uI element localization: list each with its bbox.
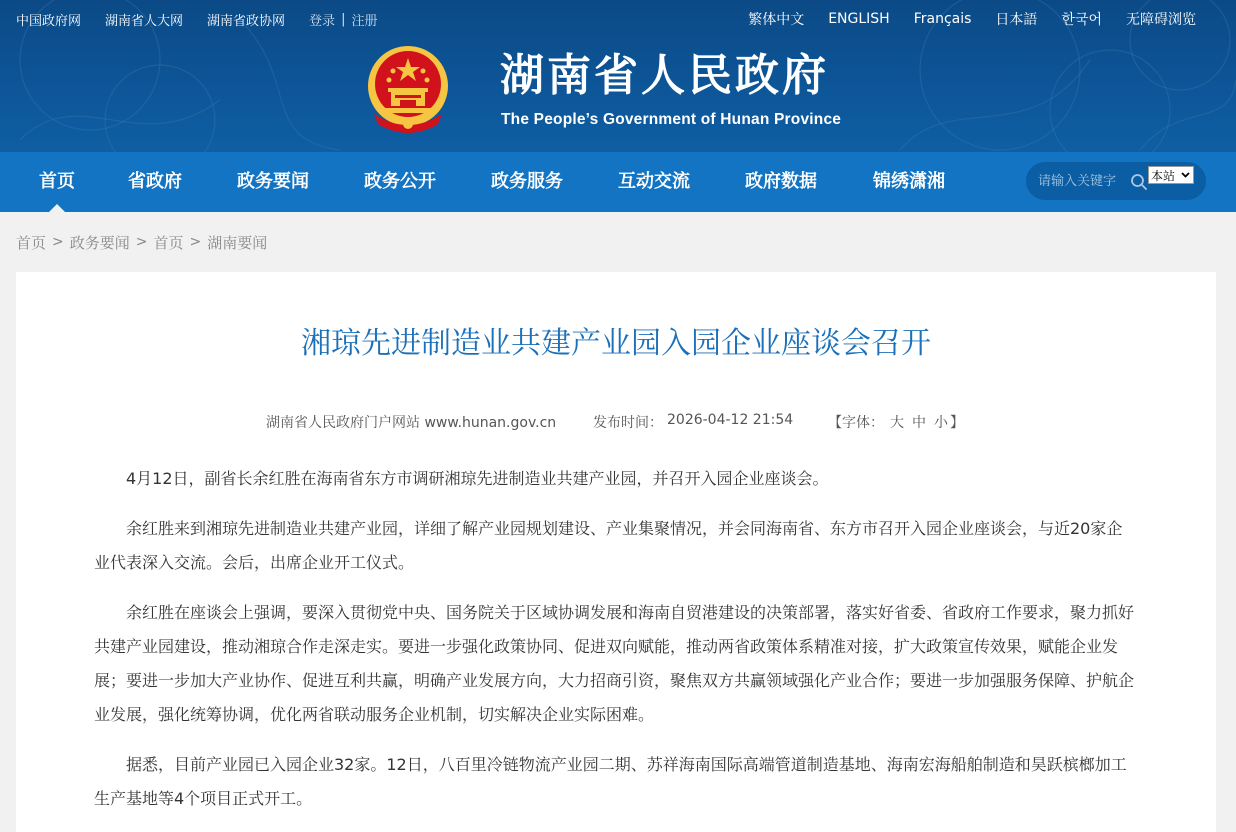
header-banner [0,0,1236,152]
breadcrumb-home[interactable]: 首页 [16,233,47,252]
nav-government-openness[interactable]: 政务公开 [364,171,436,192]
register-link[interactable]: 注册 [351,13,378,29]
nav-government-services[interactable]: 政务服务 [491,171,563,192]
top-links [16,10,377,28]
article-paragraph: 4月12日，副省长余红胜在海南省东方市调研湘琼先进制造业共建产业园，并召开入园企业座谈会。 [126,469,829,488]
lang-japanese[interactable]: 日本語 [995,12,1038,28]
search-scope-value: 本站 [1151,169,1176,183]
lang-korean[interactable]: 한국어 [1061,12,1102,28]
search-box [1026,162,1206,200]
breadcrumb-hunan-news[interactable]: 湖南要闻 [207,233,268,252]
breadcrumb-separator: > [135,234,148,250]
auth-separator: | [341,11,346,27]
search-scope-select[interactable] [1148,166,1194,184]
article-paragraph: 据悉，目前产业园已入园企业32家。12日，八百里冷链物流产业园二期、苏祥海南国际高端管道制造基地、海南宏海船舶制造和昊跃槟榔加工生产基地等4个项目正式开工。 [94,755,1127,808]
article-body [94,462,1138,832]
nav-government-data[interactable]: 政府数据 [745,171,817,192]
site-title[interactable]: 湖南省人民政府 [500,50,829,101]
font-size-label: 【字体： [828,415,884,431]
nav-provincial-government[interactable]: 省政府 [128,171,182,192]
login-link[interactable]: 登录 [309,13,336,29]
font-size-label-close: 】 [950,415,964,431]
breadcrumb [16,232,267,252]
nav-interaction[interactable]: 互动交流 [618,171,690,192]
article-title: 湘琼先进制造业共建产业园入园企业座谈会召开 [301,326,931,361]
search-icon[interactable] [1130,173,1148,191]
language-links [724,10,1196,28]
publish-time: 2026-04-12 21:54 [667,412,794,428]
accessibility-link[interactable]: 无障碍浏览 [1126,12,1196,28]
link-hunan-cppcc[interactable]: 湖南省政协网 [207,13,286,29]
article-source: 湖南省人民政府门户网站 www.hunan.gov.cn [266,415,557,431]
article-paragraph: 余红胜来到湘琼先进制造业共建产业园，详细了解产业园规划建设、产业集聚情况，并会同海南省、东方市召开入园企业座谈会，与近20家企业代表深入交流。会后，出席企业开工仪式。 [94,519,1123,572]
lang-traditional-chinese[interactable]: 繁体中文 [748,12,805,28]
national-emblem-icon[interactable] [366,44,450,136]
font-size-large[interactable]: 大 [890,415,904,431]
nav-home[interactable]: 首页 [39,152,75,212]
breadcrumb-separator: > [189,234,202,250]
search-input[interactable] [1038,171,1136,191]
article-meta [16,412,1216,432]
nav-government-news[interactable]: 政务要闻 [237,171,309,192]
site-subtitle: The People’s Government of Hunan Province [501,111,842,128]
breadcrumb-separator: > [52,234,64,250]
breadcrumb-government-news[interactable]: 政务要闻 [69,233,130,252]
nav-jinxiu-xiaoxiang[interactable]: 锦绣潇湘 [873,171,945,192]
link-hunan-npc[interactable]: 湖南省人大网 [105,13,184,29]
link-china-gov[interactable]: 中国政府网 [16,13,82,29]
chevron-down-icon [1181,170,1190,179]
font-size-medium[interactable]: 中 [912,415,926,431]
article-panel [16,272,1216,832]
lang-english[interactable]: ENGLISH [828,11,890,27]
lang-french[interactable]: Français [913,11,972,27]
font-size-small[interactable]: 小 [934,415,948,431]
breadcrumb-home-2[interactable]: 首页 [153,233,184,252]
publish-label: 发布时间： [593,415,663,431]
article-paragraph: 余红胜在座谈会上强调，要深入贯彻党中央、国务院关于区域协调发展和海南自贸港建设的决策部署，落实好省委、省政府工作要求，聚力抓好共建产业园建设，推动湘琼合作走深走实。要进一步强化政策协同、促进双向赋能，推动两省政策体系精准对接，扩大政策宣传效果，赋能企业发展；要进一步加大产业协作、促进互利共赢，明确产业发展方向，大力招商引资，聚焦双方共赢领域强化产业合作；要进一步加强服务保障、护航企业发展，强化统筹协调，优化两省联动服务企业机制，切实解决企业实际困难。 [94,603,1135,724]
